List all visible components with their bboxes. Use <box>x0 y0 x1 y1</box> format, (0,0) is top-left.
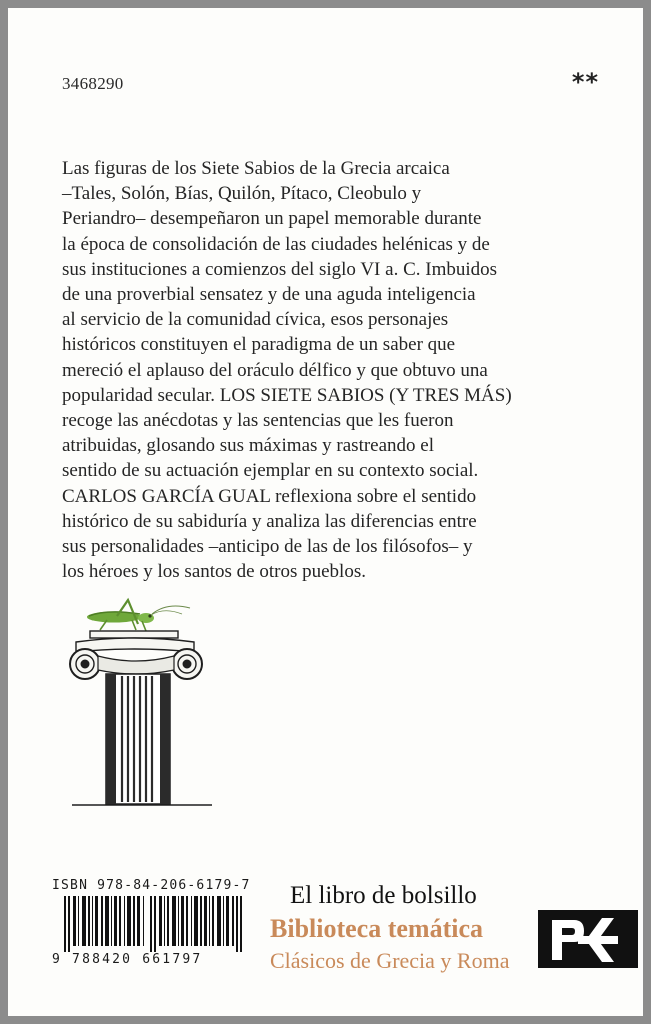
grasshopper-icon <box>87 600 190 631</box>
series-line: Clásicos de Grecia y Roma <box>270 948 510 973</box>
barcode-icon <box>64 896 250 952</box>
catalog-number: 3468290 <box>62 74 124 93</box>
ionic-column-icon <box>70 631 212 805</box>
isbn-label: ISBN 978-84-206-6179-7 <box>52 878 251 893</box>
grasshopper-on-ionic-column-icon <box>62 594 212 816</box>
alianza-editorial-logo-icon <box>538 910 638 968</box>
collection-line: Biblioteca temática <box>270 914 483 943</box>
publisher-line: El libro de bolsillo <box>290 882 477 909</box>
blurb-text: Las figuras de los Siete Sabios de la Grecia arcaica –Tales, Solón, Bías, Quilón, Pítaco, Cleobulo y Periandro– desempeñaron un papel memorable durante la época de consolidación de las ciudades helénicas y de sus instituciones a comienzos del siglo VI a. C. Imbuidos de una proverbial sensatez y de una aguda inteligencia al servicio de la comunidad cívica, esos personajes históricos constituyen el paradigma de un saber que mereció el aplauso del oráculo délfico y que obtuvo una popularidad secular. LOS SIETE SABIOS (Y TRES MÁS) recoge las anécdotas y las sentencias que les fueron atribuidas, glosando sus máximas y rastreando el sentido de su actuación ejemplar en su contexto social. CARLOS GARCÍA GUAL reflexiona sobre el sentido histórico de su sabiduría y analiza las diferencias entre sus personalidades –anticipo de las de los filósofos– y los héroes y los santos de otros pueblos. <box>62 158 512 583</box>
barcode-number: 9 788420 661797 <box>52 952 203 967</box>
back-cover <box>8 8 643 1016</box>
stars-mark: ** <box>571 68 599 96</box>
